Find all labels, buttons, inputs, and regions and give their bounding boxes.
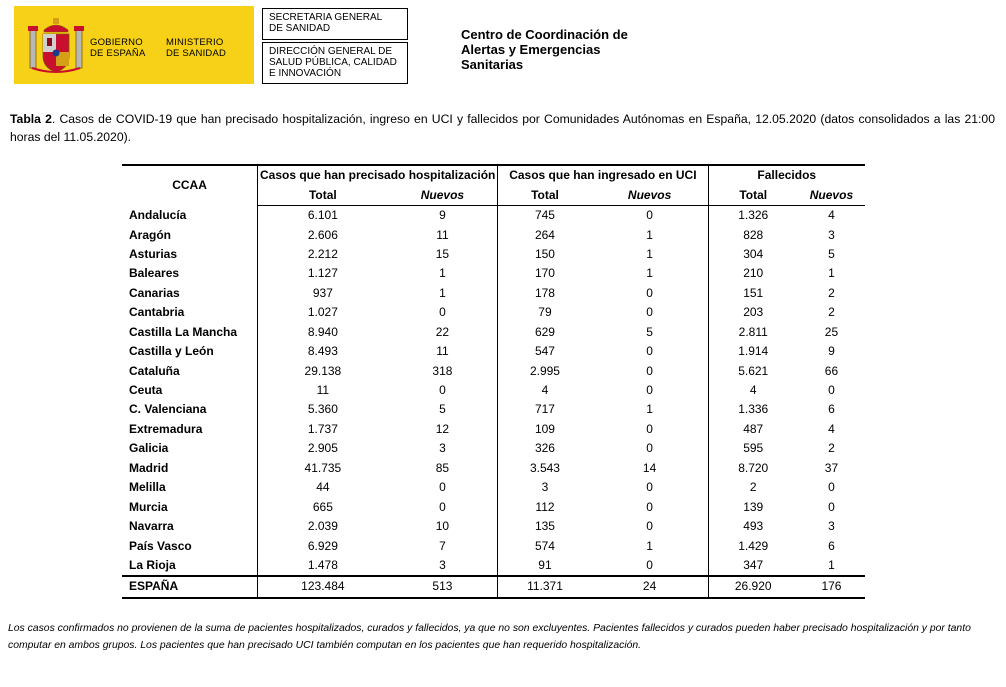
ccaes-title: Centro de Coordinación de Alertas y Emergencias Sanitarias xyxy=(461,27,628,72)
value-cell: 7 xyxy=(388,536,498,555)
ccaa-name-cell: ESPAÑA xyxy=(122,576,258,597)
ccaa-name-cell: Cantabria xyxy=(122,303,258,322)
table-row xyxy=(122,420,865,439)
value-cell: 11.371 xyxy=(527,579,563,594)
ccaa-name-cell: Asturias xyxy=(122,245,258,264)
value-cell: 1 xyxy=(592,225,708,244)
value-cell: 1.429 xyxy=(738,538,769,553)
value-cell: 85 xyxy=(388,459,498,478)
caption-label: Tabla 2 xyxy=(10,112,52,126)
sub-total-header: Total xyxy=(498,185,592,205)
col-ccaa-header: CCAA xyxy=(122,165,258,205)
value-cell: 123.484 xyxy=(301,579,345,594)
value-cell: 1.027 xyxy=(307,305,338,320)
value-cell: 937 xyxy=(312,285,333,300)
ccaa-name-cell: Baleares xyxy=(122,264,258,283)
value-cell: 15 xyxy=(388,245,498,264)
table-row xyxy=(122,459,865,478)
coat-of-arms-icon xyxy=(26,16,86,76)
value-cell: 10 xyxy=(388,517,498,536)
value-cell: 2 xyxy=(828,441,835,456)
value-cell: 3.543 xyxy=(529,460,560,475)
value-cell: 37 xyxy=(824,460,839,475)
value-cell: 595 xyxy=(743,441,764,456)
value-cell: 170 xyxy=(534,266,555,281)
value-cell: 11 xyxy=(388,225,498,244)
value-cell: 210 xyxy=(743,266,764,281)
ccaa-name-cell: Andalucía xyxy=(122,205,258,225)
value-cell: 112 xyxy=(535,499,555,514)
value-cell: 3 xyxy=(388,439,498,458)
table-row xyxy=(122,478,865,497)
value-cell: 1 xyxy=(592,245,708,264)
value-cell: 318 xyxy=(388,361,498,380)
value-cell: 5.621 xyxy=(738,363,769,378)
value-cell: 0 xyxy=(592,361,708,380)
value-cell: 1 xyxy=(592,536,708,555)
value-cell: 0 xyxy=(592,439,708,458)
value-cell: 745 xyxy=(534,208,555,223)
value-cell: 0 xyxy=(592,284,708,303)
value-cell: 5 xyxy=(592,323,708,342)
ccaa-name-cell: Melilla xyxy=(122,478,258,497)
value-cell: 2.039 xyxy=(307,519,338,534)
value-cell: 1.914 xyxy=(738,344,769,359)
value-cell: 41.735 xyxy=(304,460,342,475)
value-cell: 9 xyxy=(828,344,835,359)
value-cell: 25 xyxy=(824,324,839,339)
value-cell: 6 xyxy=(828,538,835,553)
value-cell: 513 xyxy=(388,576,498,597)
value-cell: 0 xyxy=(388,303,498,322)
value-cell: 0 xyxy=(592,420,708,439)
table-row xyxy=(122,225,865,244)
value-cell: 1 xyxy=(388,284,498,303)
table-row xyxy=(122,536,865,555)
value-cell: 1.478 xyxy=(307,557,338,572)
value-cell: 0 xyxy=(828,383,835,398)
table-row xyxy=(122,205,865,225)
value-cell: 26.920 xyxy=(734,579,772,594)
value-cell: 8.493 xyxy=(307,344,338,359)
sub-nuevos-header: Nuevos xyxy=(592,185,708,205)
value-cell: 0 xyxy=(388,497,498,516)
value-cell: 1 xyxy=(388,264,498,283)
value-cell: 176 xyxy=(821,579,842,594)
ccaa-name-cell: País Vasco xyxy=(122,536,258,555)
ccaa-name-cell: Extremadura xyxy=(122,420,258,439)
value-cell: 1 xyxy=(592,400,708,419)
value-cell: 0 xyxy=(388,381,498,400)
secretaria-line-1: SECRETARIA GENERAL xyxy=(269,12,383,23)
sub-nuevos-header: Nuevos xyxy=(388,185,498,205)
value-cell: 4 xyxy=(541,383,549,398)
group-uci-header: Casos que han ingresado en UCI xyxy=(498,165,708,185)
table-row xyxy=(122,303,865,322)
logo-government-text: GOBIERNO DE ESPAÑA xyxy=(90,37,146,59)
ccaa-name-cell: Murcia xyxy=(122,497,258,516)
value-cell: 6.101 xyxy=(307,208,338,223)
value-cell: 22 xyxy=(388,323,498,342)
value-cell: 6 xyxy=(828,402,835,417)
table-caption xyxy=(10,110,995,146)
covid-table xyxy=(122,164,865,599)
table-row xyxy=(122,517,865,536)
value-cell: 547 xyxy=(534,344,555,359)
logo-ministry-text: MINISTERIO DE SANIDAD xyxy=(166,37,227,59)
ccaa-name-cell: Madrid xyxy=(122,459,258,478)
value-cell: 1.737 xyxy=(307,421,338,436)
value-cell: 487 xyxy=(743,421,764,436)
ccaa-name-cell: La Rioja xyxy=(122,556,258,576)
value-cell: 11 xyxy=(316,383,330,398)
value-cell: 0 xyxy=(592,517,708,536)
value-cell: 264 xyxy=(534,227,555,242)
ccaa-name-cell: Ceuta xyxy=(122,381,258,400)
value-cell: 135 xyxy=(534,519,555,534)
value-cell: 828 xyxy=(743,227,764,242)
value-cell: 150 xyxy=(534,246,555,261)
value-cell: 1.326 xyxy=(738,208,769,223)
table-row xyxy=(122,264,865,283)
value-cell: 1.336 xyxy=(738,402,769,417)
value-cell: 109 xyxy=(534,421,555,436)
ccaa-name-cell: Aragón xyxy=(122,225,258,244)
value-cell: 665 xyxy=(312,499,333,514)
value-cell: 91 xyxy=(538,557,552,572)
value-cell: 178 xyxy=(534,285,555,300)
value-cell: 203 xyxy=(743,305,764,320)
group-hospitalizacion-header: Casos que han precisado hospitalización xyxy=(258,165,498,185)
value-cell: 8.940 xyxy=(307,324,338,339)
value-cell: 0 xyxy=(388,478,498,497)
value-cell: 14 xyxy=(592,459,708,478)
value-cell: 347 xyxy=(743,557,764,572)
table-row xyxy=(122,361,865,380)
value-cell: 151 xyxy=(743,285,764,300)
value-cell: 2.905 xyxy=(307,441,338,456)
value-cell: 29.138 xyxy=(304,363,342,378)
value-cell: 304 xyxy=(743,246,764,261)
ccaa-name-cell: Canarias xyxy=(122,284,258,303)
value-cell: 12 xyxy=(388,420,498,439)
table-row xyxy=(122,400,865,419)
group-fallecidos-header: Fallecidos xyxy=(757,168,817,183)
table-row xyxy=(122,323,865,342)
department-boxes xyxy=(262,8,408,84)
value-cell: 2 xyxy=(828,285,835,300)
ccaa-name-cell: Galicia xyxy=(122,439,258,458)
sub-nuevos-header: Nuevos xyxy=(798,185,865,205)
direccion-box: DIRECCIÓN GENERAL DE SALUD PÚBLICA, CALIDAD E INNOVACIÓN xyxy=(262,42,408,84)
value-cell: 574 xyxy=(534,538,555,553)
value-cell: 2 xyxy=(828,305,835,320)
value-cell: 44 xyxy=(316,480,330,495)
secretaria-line-2: DE SANIDAD xyxy=(269,23,331,34)
table-row xyxy=(122,245,865,264)
value-cell: 3 xyxy=(541,480,549,495)
value-cell: 139 xyxy=(743,499,764,514)
value-cell: 24 xyxy=(592,576,708,597)
table-row xyxy=(122,439,865,458)
value-cell: 1.127 xyxy=(307,266,338,281)
value-cell: 0 xyxy=(592,497,708,516)
value-cell: 0 xyxy=(828,480,835,495)
value-cell: 8.720 xyxy=(738,460,769,475)
value-cell: 66 xyxy=(824,363,839,378)
value-cell: 326 xyxy=(534,441,555,456)
ccaa-name-cell: Castilla y León xyxy=(122,342,258,361)
table-row xyxy=(122,381,865,400)
value-cell: 0 xyxy=(592,342,708,361)
ccaa-name-cell: Cataluña xyxy=(122,361,258,380)
value-cell: 0 xyxy=(592,381,708,400)
value-cell: 5 xyxy=(828,246,835,261)
ccaa-name-cell: Navarra xyxy=(122,517,258,536)
value-cell: 2 xyxy=(749,480,757,495)
table-row xyxy=(122,556,865,576)
secretaria-box xyxy=(262,8,408,40)
total-row xyxy=(122,576,865,597)
value-cell: 0 xyxy=(828,499,835,514)
table-row xyxy=(122,284,865,303)
value-cell: 79 xyxy=(538,305,552,320)
footnote: Los casos confirmados no provienen de la suma de pacientes hospitalizados, curados y fallecidos, ya que no son excluyentes. Pacientes fallecidos y curados pueden haber precisado hospitalización y por tanto computar en ambos grupos. Los pacientes que han precisado UCI también computan en los pacientes que han requerido hospitalización. xyxy=(8,623,971,651)
value-cell: 493 xyxy=(743,519,764,534)
table-body xyxy=(122,205,865,597)
value-cell: 629 xyxy=(534,324,555,339)
ccaa-name-cell: C. Valenciana xyxy=(122,400,258,419)
value-cell: 3 xyxy=(828,519,835,534)
ccaa-name-cell: Castilla La Mancha xyxy=(122,323,258,342)
value-cell: 0 xyxy=(592,205,708,225)
value-cell: 3 xyxy=(388,556,498,576)
table-row xyxy=(122,342,865,361)
value-cell: 1 xyxy=(828,266,835,281)
value-cell: 6.929 xyxy=(307,538,338,553)
value-cell: 2.995 xyxy=(529,363,560,378)
caption-text: . Casos de COVID-19 que han precisado hospitalización, ingreso en UCI y fallecidos por Comunidades Autónomas en España, 12.05.2020 (datos consolidados a las 21:00 horas del 11.05.2020). xyxy=(10,112,995,144)
table-row xyxy=(122,497,865,516)
value-cell: 0 xyxy=(592,556,708,576)
value-cell: 717 xyxy=(534,402,555,417)
sub-total-header: Total xyxy=(708,185,798,205)
value-cell: 2.606 xyxy=(307,227,338,242)
value-cell: 3 xyxy=(828,227,835,242)
value-cell: 1 xyxy=(828,557,835,572)
value-cell: 0 xyxy=(592,478,708,497)
government-logo xyxy=(14,6,254,84)
value-cell: 2.811 xyxy=(738,324,768,339)
value-cell: 5 xyxy=(388,400,498,419)
value-cell: 0 xyxy=(592,303,708,322)
value-cell: 11 xyxy=(388,342,498,361)
value-cell: 5.360 xyxy=(307,402,338,417)
value-cell: 2.212 xyxy=(307,246,338,261)
value-cell: 9 xyxy=(388,205,498,225)
sub-total-header: Total xyxy=(258,185,388,205)
value-cell: 4 xyxy=(828,421,835,436)
value-cell: 4 xyxy=(828,208,835,223)
value-cell: 1 xyxy=(592,264,708,283)
value-cell: 4 xyxy=(749,383,757,398)
